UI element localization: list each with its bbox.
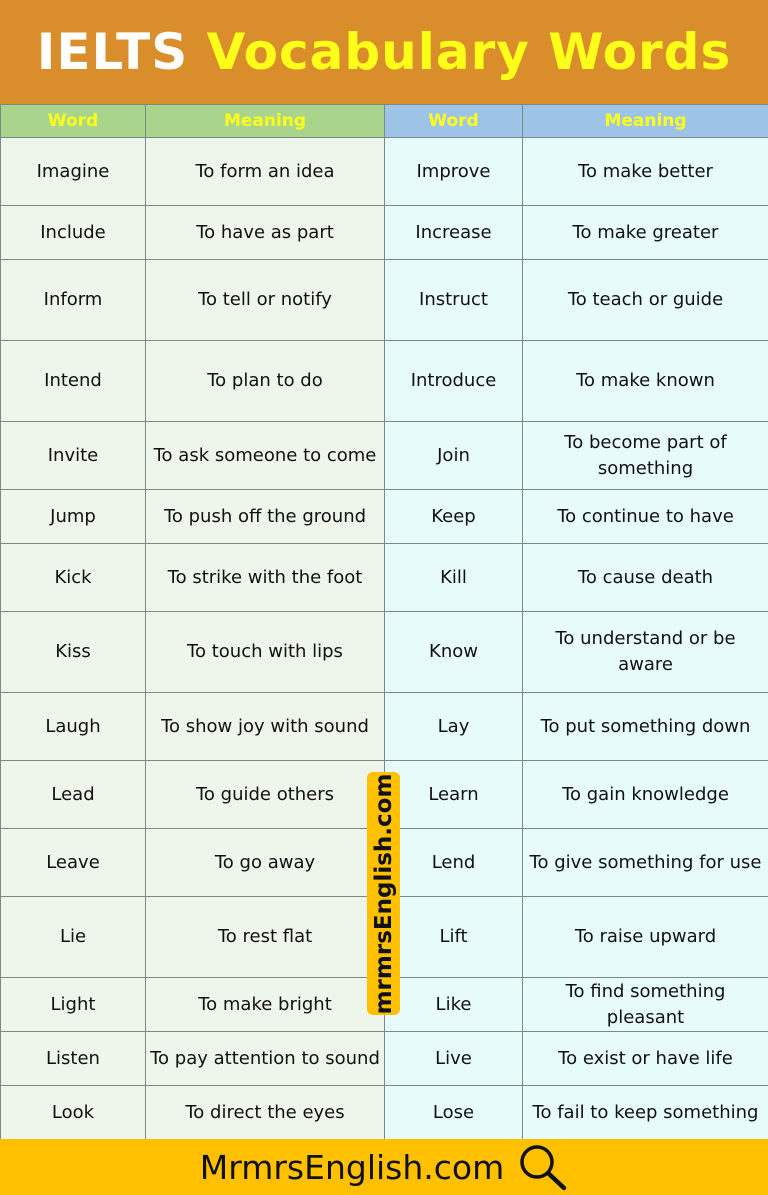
page-footer	[0, 1139, 768, 1195]
table-row	[1, 544, 768, 612]
word-cell: Listen	[1, 1032, 146, 1086]
word-cell: Lift	[385, 897, 523, 978]
word-cell: Like	[385, 978, 523, 1032]
meaning-cell: To make bright	[146, 978, 385, 1032]
footer-site-name: MrmrsEnglish.com	[199, 1147, 505, 1187]
meaning-cell: To touch with lips	[146, 612, 385, 693]
page-title	[37, 23, 731, 81]
meaning-cell: To cause death	[523, 544, 768, 612]
word-cell: Know	[385, 612, 523, 693]
meaning-cell: To tell or notify	[146, 260, 385, 341]
table-header-row	[1, 105, 768, 138]
word-cell: Introduce	[385, 341, 523, 422]
table-row	[1, 1086, 768, 1140]
meaning-cell: To push off the ground	[146, 490, 385, 544]
word-cell: Kill	[385, 544, 523, 612]
word-cell: Look	[1, 1086, 146, 1140]
word-cell: Inform	[1, 260, 146, 341]
meaning-cell: To show joy with sound	[146, 693, 385, 761]
word-cell: Light	[1, 978, 146, 1032]
column-header-word: Word	[1, 105, 146, 138]
word-cell: Keep	[385, 490, 523, 544]
meaning-cell: To find something pleasant	[523, 978, 768, 1032]
word-cell: Increase	[385, 206, 523, 260]
meaning-cell: To plan to do	[146, 341, 385, 422]
table-row	[1, 138, 768, 206]
meaning-cell: To become part of something	[523, 422, 768, 490]
meaning-cell: To direct the eyes	[146, 1086, 385, 1140]
search-icon	[518, 1143, 568, 1191]
word-cell: Lend	[385, 829, 523, 897]
word-cell: Lay	[385, 693, 523, 761]
table-row	[1, 693, 768, 761]
meaning-cell: To put something down	[523, 693, 768, 761]
watermark-text: mrmrsEnglish.com	[370, 773, 397, 1014]
column-header-word: Word	[385, 105, 523, 138]
word-cell: Invite	[1, 422, 146, 490]
page-header	[0, 0, 768, 104]
table-row	[1, 260, 768, 341]
word-cell: Lead	[1, 761, 146, 829]
word-cell: Kick	[1, 544, 146, 612]
column-header-meaning: Meaning	[146, 105, 385, 138]
word-cell: Live	[385, 1032, 523, 1086]
word-cell: Improve	[385, 138, 523, 206]
table-row	[1, 490, 768, 544]
column-header-meaning: Meaning	[523, 105, 768, 138]
table-row	[1, 1032, 768, 1086]
word-cell: Imagine	[1, 138, 146, 206]
meaning-cell: To go away	[146, 829, 385, 897]
meaning-cell: To raise upward	[523, 897, 768, 978]
meaning-cell: To make greater	[523, 206, 768, 260]
word-cell: Lie	[1, 897, 146, 978]
meaning-cell: To ask someone to come	[146, 422, 385, 490]
word-cell: Include	[1, 206, 146, 260]
meaning-cell: To rest flat	[146, 897, 385, 978]
table-row	[1, 341, 768, 422]
word-cell: Join	[385, 422, 523, 490]
word-cell: Lose	[385, 1086, 523, 1140]
word-cell: Leave	[1, 829, 146, 897]
meaning-cell: To have as part	[146, 206, 385, 260]
meaning-cell: To give something for use	[523, 829, 768, 897]
table-row	[1, 612, 768, 693]
meaning-cell: To fail to keep something	[523, 1086, 768, 1140]
word-cell: Laugh	[1, 693, 146, 761]
meaning-cell: To pay attention to sound	[146, 1032, 385, 1086]
word-cell: Learn	[385, 761, 523, 829]
meaning-cell: To continue to have	[523, 490, 768, 544]
word-cell: Intend	[1, 341, 146, 422]
meaning-cell: To gain knowledge	[523, 761, 768, 829]
meaning-cell: To make better	[523, 138, 768, 206]
table-row	[1, 206, 768, 260]
meaning-cell: To form an idea	[146, 138, 385, 206]
meaning-cell: To make known	[523, 341, 768, 422]
word-cell: Jump	[1, 490, 146, 544]
watermark-badge	[367, 772, 400, 1015]
title-part-ielts: IELTS	[36, 23, 189, 81]
meaning-cell: To guide others	[146, 761, 385, 829]
word-cell: Kiss	[1, 612, 146, 693]
word-cell: Instruct	[385, 260, 523, 341]
meaning-cell: To strike with the foot	[146, 544, 385, 612]
table-row	[1, 422, 768, 490]
meaning-cell: To understand or be aware	[523, 612, 768, 693]
title-part-vocabulary-words: Vocabulary Words	[206, 23, 732, 81]
meaning-cell: To exist or have life	[523, 1032, 768, 1086]
meaning-cell: To teach or guide	[523, 260, 768, 341]
